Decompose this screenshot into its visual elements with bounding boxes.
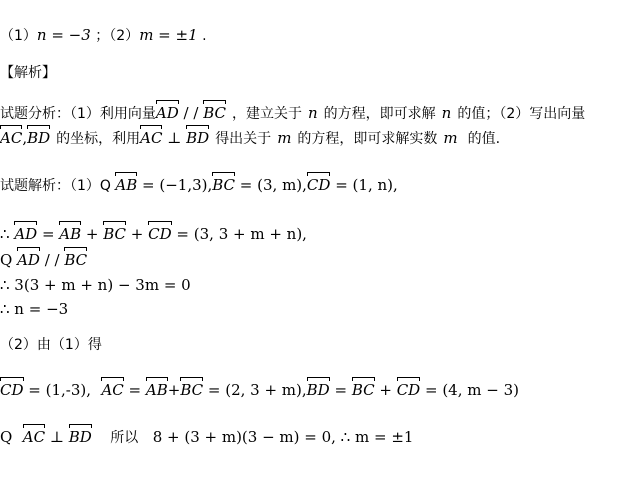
vector-cd: CD — [396, 381, 421, 399]
analysis-text: 的值. — [467, 131, 501, 147]
math-value: = (2, 3 + m), — [203, 381, 307, 399]
analysis-text: 的方程，即可求解实数 — [297, 131, 438, 147]
solution-line-2 — [0, 225, 307, 244]
vector-bc: BC — [64, 251, 88, 269]
math-value: = (3, 3 + m + n), — [171, 225, 307, 243]
perp-symbol: ⊥ — [162, 129, 187, 147]
vector-bd: BD — [68, 428, 92, 446]
solution-line-4: ∴ 3(3 + m + n) − 3m = 0 — [0, 276, 191, 294]
math-op: + — [374, 381, 397, 399]
var-m: m — [443, 129, 458, 147]
analysis-text: ，建立关于 — [231, 106, 302, 122]
solution-line-1 — [0, 176, 398, 195]
math-op: = — [329, 381, 352, 399]
vector-bc: BC — [351, 381, 375, 399]
solution-text: 试题解析：（1）Q — [0, 178, 111, 194]
math-value: = (4, m − 3) — [420, 381, 519, 399]
vector-bc: BC — [103, 225, 127, 243]
vector-ac: AC — [140, 129, 163, 147]
perp-symbol: ⊥ — [45, 428, 69, 446]
analysis-text: 得出关于 — [215, 131, 272, 147]
math-op: = — [123, 381, 146, 399]
math-op: = — [37, 225, 60, 243]
math-value: = (1, n), — [330, 176, 398, 194]
comma: , — [22, 129, 28, 147]
part2-label: （2） — [109, 28, 140, 44]
var-n: n — [441, 104, 452, 122]
analysis-line-1 — [0, 104, 585, 123]
because-symbol: Q — [0, 251, 18, 269]
var-n: n — [307, 104, 318, 122]
part2-final-line — [0, 428, 413, 447]
part1-label: （1） — [0, 28, 37, 44]
vector-bd: BD — [27, 129, 51, 147]
analysis-text: 试题分析：（1）利用向量 — [0, 106, 156, 122]
vector-ab: AB — [59, 225, 82, 243]
vector-cd: CD — [0, 381, 24, 399]
analysis-text: 的方程，即可求解 — [323, 106, 436, 122]
math-op: + — [167, 381, 181, 399]
math-op: + — [126, 225, 149, 243]
therefore-symbol: ∴ — [0, 225, 15, 243]
final-equation: 8 + (3 + m)(3 − m) = 0, ∴ m = ±1 — [152, 428, 414, 446]
analysis-line-2 — [0, 129, 500, 148]
vector-bd: BD — [306, 381, 330, 399]
var-m: m — [277, 129, 292, 147]
analysis-text: 的坐标，利用 — [56, 131, 141, 147]
answer-line — [0, 26, 207, 45]
because-symbol: Q — [0, 428, 13, 446]
vector-bc: BC — [180, 381, 204, 399]
vector-cd: CD — [306, 176, 331, 194]
part2-title: （2）由（1）得 — [0, 337, 102, 353]
parallel-symbol: / / — [178, 104, 204, 122]
vector-bc: BC — [212, 176, 236, 194]
part2-answer: m = ±1 — [139, 26, 198, 44]
math-op: + — [81, 225, 104, 243]
analysis-heading: 【解析】 — [0, 65, 56, 81]
vector-ab: AB — [115, 176, 138, 194]
vector-ac: AC — [101, 381, 124, 399]
vector-ad: AD — [17, 251, 40, 269]
vector-ad: AD — [155, 104, 179, 122]
vector-bc: BC — [203, 104, 226, 122]
so-text: 所以 — [110, 430, 139, 446]
math-value: = (−1,3), — [137, 176, 213, 194]
part2-computation-line — [0, 381, 519, 400]
math-value: = (3, m), — [235, 176, 307, 194]
vector-bd: BD — [186, 129, 210, 147]
vector-ac: AC — [22, 428, 46, 446]
analysis-text: 的值；（2）写出向量 — [457, 106, 586, 122]
parallel-symbol: / / — [39, 251, 65, 269]
vector-ad: AD — [14, 225, 38, 243]
answer-end: . — [202, 28, 207, 44]
vector-ac: AC — [0, 129, 23, 147]
part1-answer: n = −3 — [36, 26, 91, 44]
vector-cd: CD — [148, 225, 172, 243]
answer-separator: ； — [95, 28, 110, 44]
math-value: = (1,-3), — [23, 381, 92, 399]
solution-line-5: ∴ n = −3 — [0, 300, 69, 318]
vector-ab: AB — [145, 381, 168, 399]
solution-line-3 — [0, 251, 87, 270]
